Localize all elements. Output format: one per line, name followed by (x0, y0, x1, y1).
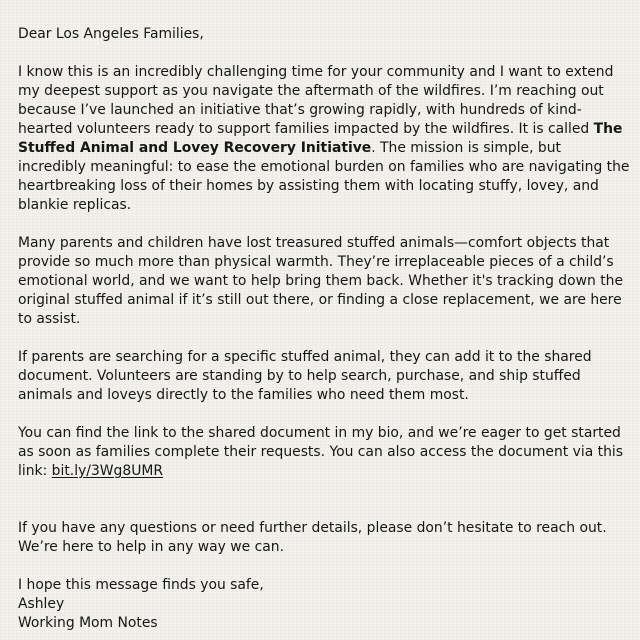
paragraph-intro (18, 63, 630, 215)
initiative-name: The Stuffed Animal and Lovey Recovery Initiative (18, 121, 623, 156)
closing-line: I hope this message finds you safe, (18, 577, 264, 593)
paragraph-intro-text-2: . The mission is simple, but incredibly meaningful: to ease the emotional burden on families who are navigating the heartbreaking loss of their homes by assisting them with locating stuffy, lovey, and blankie replicas. (18, 140, 630, 213)
letter-signoff (18, 576, 630, 633)
paragraph-questions: If you have any questions or need further details, please don’t hesitate to reach out. We’re here to help in any way we can. (18, 520, 607, 555)
document-link[interactable]: bit.ly/3Wg8UMR (51, 463, 164, 479)
paragraph-link-text: You can find the link to the shared document in my bio, and we’re eager to get started as soon as families complete their requests. You can also access the document via this link: (18, 425, 623, 479)
letter-body (18, 25, 630, 633)
paragraph-shared-document: If parents are searching for a specific stuffed animal, they can add it to the shared document. Volunteers are standing by to help search, purchase, and ship stuffed animals and loveys directly to the families who need them most. (18, 349, 592, 403)
paragraph-stuffed-animals: Many parents and children have lost treasured stuffed animals—comfort objects that provide so much more than physical warmth. They’re irreplaceable pieces of a child’s emotional world, and we want to help bring them back. Whether it's tracking down the original stuffed animal if it’s still out there, or finding a close replacement, we are here to assist. (18, 235, 623, 327)
signature-org: Working Mom Notes (18, 615, 158, 631)
paragraph-link (18, 424, 630, 481)
signature-name: Ashley (18, 596, 65, 612)
letter-greeting: Dear Los Angeles Families, (18, 26, 204, 42)
paragraph-intro-text-1: I know this is an incredibly challenging time for your community and I want to extend my deepest support as you navigate the aftermath of the wildfires. I’m reaching out because I’ve launched an initiative that’s growing rapidly, with hundreds of kind-hearted volunteers ready to support families impacted by the wildfires. It is called (18, 64, 614, 137)
